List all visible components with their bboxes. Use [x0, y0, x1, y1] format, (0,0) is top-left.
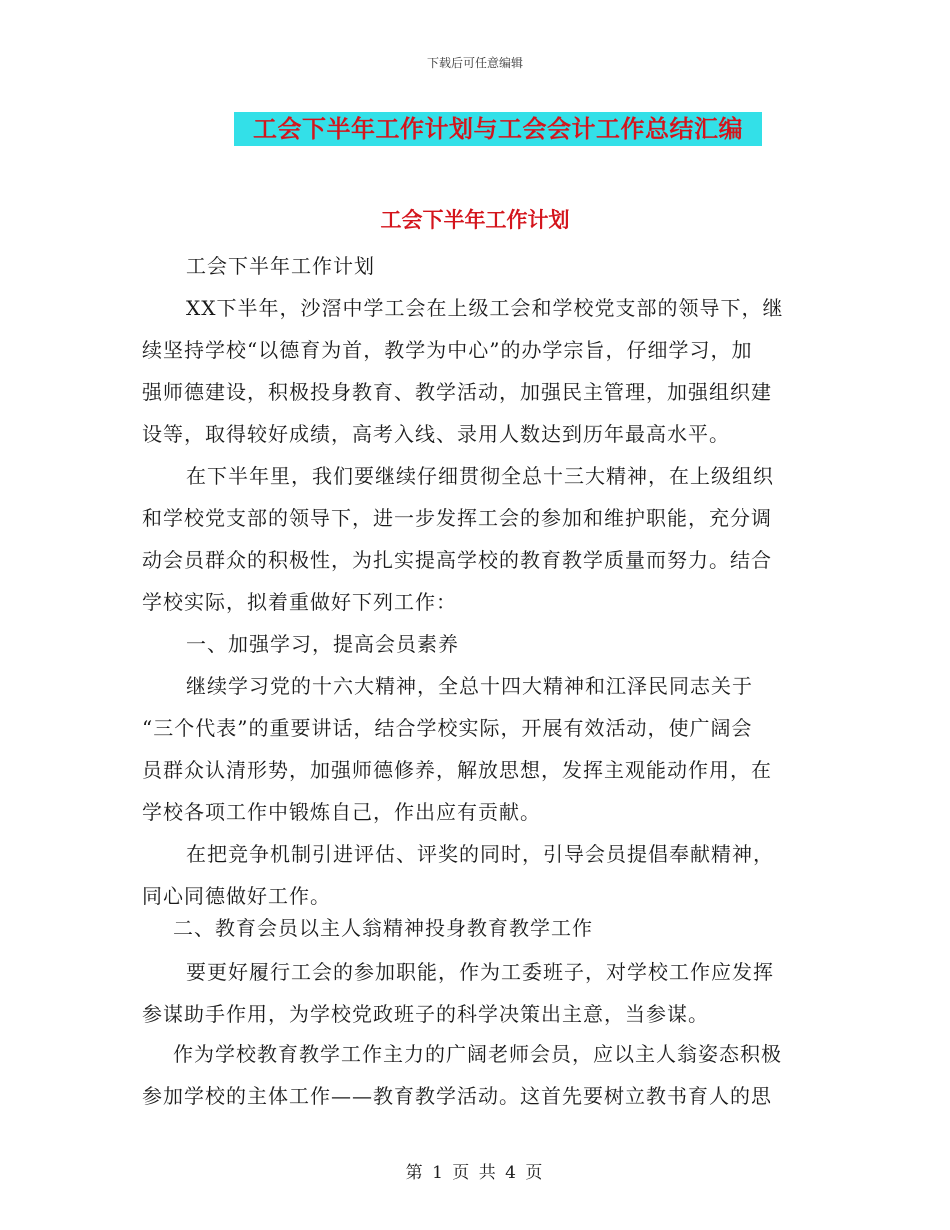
- document-title: 工会下半年工作计划与工会会计工作总结汇编: [234, 112, 762, 146]
- paragraph-line: 和学校党支部的领导下，进一步发挥工会的参加和维护职能，充分调: [142, 506, 772, 530]
- paragraph-line: 动会员群众的积极性，为扎实提高学校的教育教学质量而努力。结合: [142, 548, 772, 572]
- paragraph-line: 续坚持学校“以德育为首，教学为中心”的办学宗旨，仔细学习，加: [142, 338, 753, 362]
- heading-line: 一、加强学习，提高会员素养: [186, 632, 459, 656]
- paragraph-line: 参加学校的主体工作——教育教学活动。这首先要树立教书育人的思: [142, 1084, 772, 1108]
- paragraph-line: 要更好履行工会的参加职能，作为工委班子，对学校工作应发挥: [186, 960, 774, 984]
- section-title: 工会下半年工作计划: [380, 208, 570, 232]
- paragraph-line: 作为学校教育教学工作主力的广阔老师会员，应以主人翁姿态积极: [173, 1042, 782, 1066]
- paragraph-line: 在把竞争机制引进评估、评奖的同时，引导会员提倡奉献精神，: [186, 842, 774, 866]
- paragraph-line: 继续学习党的十六大精神，全总十四大精神和江泽民同志关于: [186, 674, 753, 698]
- paragraph-line: 强师德建设，积极投身教育、教学活动，加强民主管理，加强组织建: [142, 380, 772, 404]
- paragraph-line: 员群众认清形势，加强师德修养，解放思想，发挥主观能动作用，在: [142, 758, 772, 782]
- heading-line: 二、教育会员以主人翁精神投身教育教学工作: [173, 916, 593, 940]
- paragraph-line: 工会下半年工作计划: [186, 254, 375, 278]
- paragraph-line: 参谋助手作用，为学校党政班子的科学决策出主意，当参谋。: [142, 1002, 709, 1026]
- paragraph-line: 同心同德做好工作。: [142, 884, 331, 908]
- paragraph-line: XX下半年，沙滘中学工会在上级工会和学校党支部的领导下，继: [186, 296, 784, 320]
- paragraph-line: 设等，取得较好成绩，高考入线、录用人数达到历年最高水平。: [142, 422, 730, 446]
- paragraph-line: 学校实际，拟着重做好下列工作：: [142, 590, 457, 614]
- paragraph-line: “三个代表”的重要讲话，结合学校实际，开展有效活动，使广阔会: [142, 716, 753, 740]
- header-note: 下载后可任意编辑: [426, 56, 523, 70]
- page-footer: 第 1 页 共 4 页: [405, 1163, 545, 1183]
- paragraph-line: 在下半年里，我们要继续仔细贯彻全总十三大精神，在上级组织: [186, 464, 774, 488]
- paragraph-line: 学校各项工作中锻炼自己，作出应有贡献。: [142, 800, 541, 824]
